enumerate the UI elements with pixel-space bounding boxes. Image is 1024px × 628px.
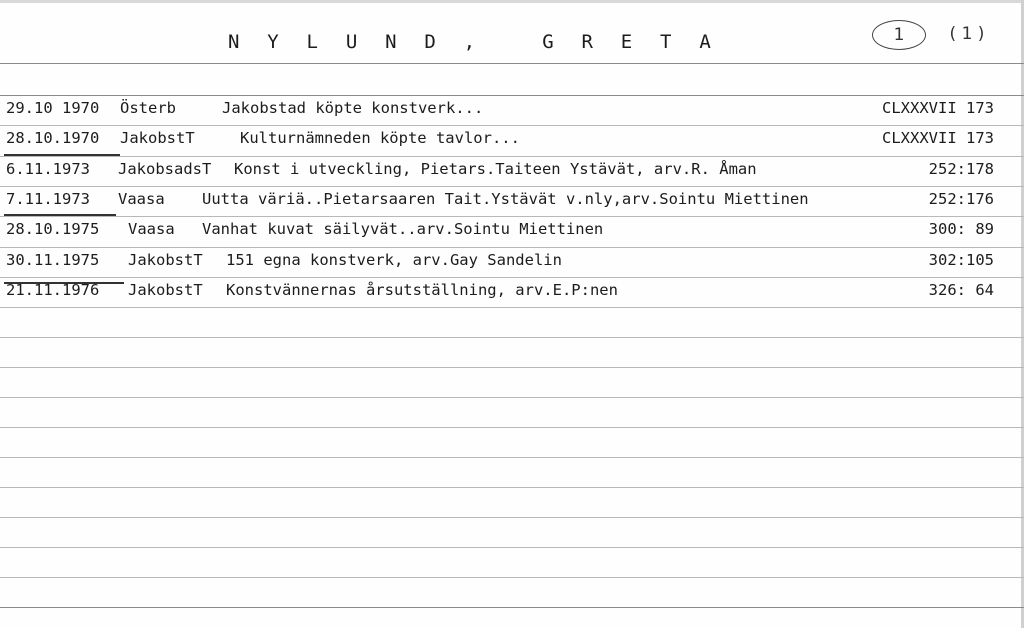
card-entry-row: [0, 94, 1024, 124]
ruled-line: [0, 547, 1024, 548]
entry-date: 6.11.1973: [6, 160, 90, 178]
entry-article-title: Konstvännernas årsutställning, arv.E.P:nen: [226, 281, 618, 299]
ruled-line: [0, 457, 1024, 458]
entry-reference: 252:178: [928, 160, 994, 178]
entry-date: 21.11.1976: [6, 281, 100, 299]
ruled-line: [0, 427, 1024, 428]
entry-article-title: Jakobstad köpte konstverk...: [222, 99, 484, 117]
entry-article-title: Kulturnämneden köpte tavlor...: [240, 129, 520, 147]
entry-date: 7.11.1973: [6, 190, 90, 208]
parenthesized-card-number: ( 1 ): [949, 24, 985, 44]
entry-reference: CLXXXVII 173: [882, 99, 994, 117]
entry-date: 29.10 1970: [6, 99, 100, 117]
entry-reference: CLXXXVII 173: [882, 129, 994, 147]
entry-newspaper: JakobstT: [128, 281, 203, 299]
card-entry-row: [0, 215, 1024, 245]
ruled-line: [0, 607, 1024, 608]
entry-reference: 300: 89: [928, 220, 994, 238]
card-heading-name: N Y L U N D , G R E T A: [228, 31, 719, 53]
ruled-line: [0, 397, 1024, 398]
card-entry-row: [0, 276, 1024, 306]
ruled-line: [0, 307, 1024, 308]
entry-date: 28.10.1975: [6, 220, 100, 238]
entry-reference: 252:176: [928, 190, 994, 208]
ruled-line: [0, 337, 1024, 338]
entry-reference: 326: 64: [928, 281, 994, 299]
entry-newspaper: Österb: [120, 99, 176, 117]
entry-article-title: 151 egna konstverk, arv.Gay Sandelin: [226, 251, 562, 269]
ruled-line: [0, 63, 1024, 64]
entry-article-title: Konst i utveckling, Pietars.Taiteen Ystävät, arv.R. Åman: [234, 160, 757, 178]
card-entry-row: [0, 124, 1024, 154]
card-entry-row: [0, 185, 1024, 215]
card-top-edge: [0, 0, 1024, 3]
entry-date: 28.10.1970: [6, 129, 100, 147]
circled-card-number: 1: [872, 20, 926, 50]
entry-reference: 302:105: [928, 251, 994, 269]
entry-newspaper: JakobstT: [120, 129, 195, 147]
card-entry-row: [0, 155, 1024, 185]
entry-article-title: Uutta väriä..Pietarsaaren Tait.Ystävät v.nly,arv.Sointu Miettinen: [202, 190, 809, 208]
entry-newspaper: Vaasa: [128, 220, 175, 238]
ruled-line: [0, 577, 1024, 578]
entry-date: 30.11.1975: [6, 251, 100, 269]
entry-newspaper: JakobsadsT: [118, 160, 212, 178]
ruled-line: [0, 487, 1024, 488]
ruled-line: [0, 517, 1024, 518]
entry-newspaper: Vaasa: [118, 190, 165, 208]
entry-article-title: Vanhat kuvat säilyvät..arv.Sointu Miettinen: [202, 220, 604, 238]
card-entry-row: [0, 246, 1024, 276]
entry-newspaper: JakobstT: [128, 251, 203, 269]
ruled-line: [0, 367, 1024, 368]
